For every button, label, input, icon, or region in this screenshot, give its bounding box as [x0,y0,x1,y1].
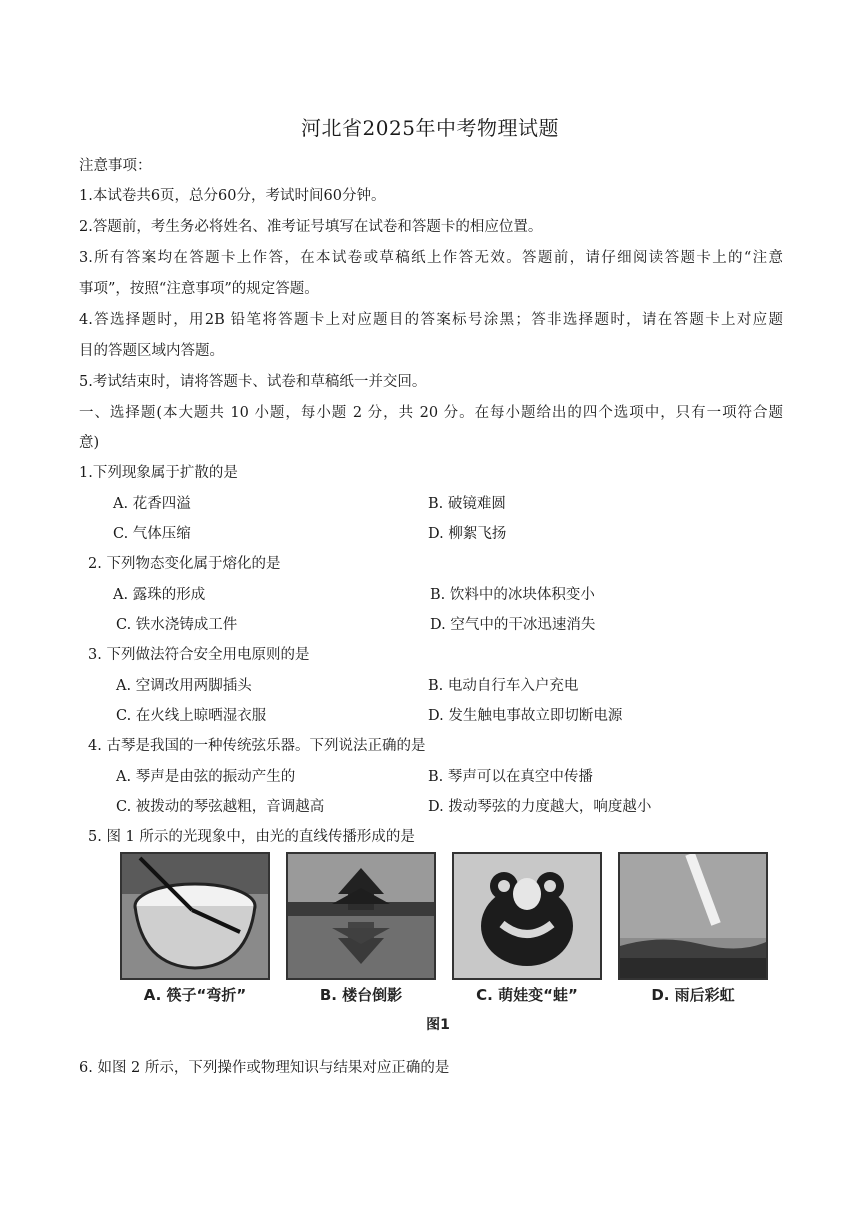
figure-1-caption-c: C. 萌娃变“蛙” [476,986,578,1004]
figure-1-label: 图1 [426,1017,450,1033]
question-3-option-d: D. 发生触电事故立即切断电源 [428,708,623,724]
question-1-option-d: D. 柳絮飞扬 [428,526,507,542]
notice-heading: 注意事项： [79,158,152,174]
figure-1-caption-d: D. 雨后彩虹 [651,986,735,1004]
question-4-option-d: D. 拨动琴弦的力度越大，响度越小 [428,799,652,815]
notice-item-4-line-1: 4.答选择题时，用2B 铅笔将答题卡上对应题目的答案标号涂黑；答非选择题时，请在答题卡上对应题 [79,312,783,328]
question-3-option-a: A. 空调改用两脚插头 [116,678,252,694]
question-1-option-c: C. 气体压缩 [113,526,191,542]
question-4-option-c: C. 被拨动的琴弦越粗，音调越高 [116,799,325,815]
figure-1-panel-c-image [452,852,602,980]
figure-1 [118,846,778,1036]
question-3-stem: 3. 下列做法符合安全用电原则的是 [88,647,310,663]
question-4-stem: 4. 古琴是我国的一种传统弦乐器。下列说法正确的是 [88,738,426,754]
question-5-stem: 5. 图 1 所示的光现象中，由光的直线传播形成的是 [88,829,415,845]
notice-item-5: 5.考试结束时，请将答题卡、试卷和草稿纸一并交回。 [79,374,427,390]
figure-1-panel-d-image [618,852,768,980]
question-1-stem: 1.下列现象属于扩散的是 [79,465,238,481]
notice-item-4-line-2: 目的答题区域内答题。 [79,343,224,359]
question-2-option-d: D. 空气中的干冰迅速消失 [430,617,596,633]
section-heading-line-1: 一、选择题(本大题共 10 小题，每小题 2 分，共 20 分。在每小题给出的四个选项中，只有一项符合题 [79,405,783,421]
page-title: 河北省2025年中考物理试题 [301,116,559,140]
question-2-option-a: A. 露珠的形成 [113,587,206,603]
question-1-option-a: A. 花香四溢 [113,496,191,512]
question-1-option-b: B. 破镜难圆 [428,496,506,512]
figure-1-panel-b-image [286,852,436,980]
question-6-stem: 6. 如图 2 所示，下列操作或物理知识与结果对应正确的是 [79,1060,450,1076]
figure-1-panel-a-image [120,852,270,980]
question-2-option-b: B. 饮料中的冰块体积变小 [430,587,595,603]
notice-item-3-line-1: 3.所有答案均在答题卡上作答，在本试卷或草稿纸上作答无效。答题前，请仔细阅读答题卡上的“注意 [79,250,783,266]
question-4-option-a: A. 琴声是由弦的振动产生的 [116,769,296,785]
question-3-option-c: C. 在火线上晾晒湿衣服 [116,708,267,724]
question-2-option-c: C. 铁水浇铸成工件 [116,617,238,633]
question-2-stem: 2. 下列物态变化属于熔化的是 [88,556,281,572]
figure-1-caption-b: B. 楼台倒影 [319,986,403,1004]
notice-item-2: 2.答题前，考生务必将姓名、准考证号填写在试卷和答题卡的相应位置。 [79,219,543,235]
question-3-option-b: B. 电动自行车入户充电 [428,678,579,694]
question-4-option-b: B. 琴声可以在真空中传播 [428,769,593,785]
figure-1-caption-a: A. 筷子“弯折” [143,986,247,1004]
notice-item-3-line-2: 事项”，按照“注意事项”的规定答题。 [79,281,319,297]
section-heading-line-2: 意) [79,435,100,451]
notice-item-1: 1.本试卷共6页，总分60分，考试时间60分钟。 [79,188,386,204]
